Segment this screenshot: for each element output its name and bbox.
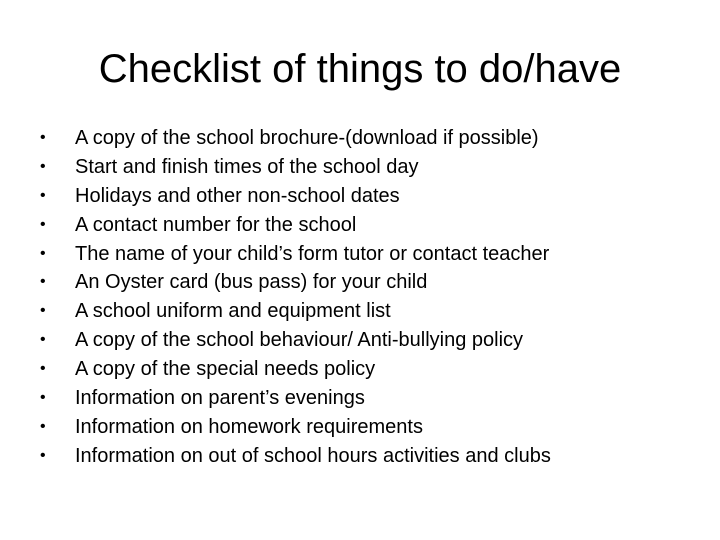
- bullet-dot-icon: •: [40, 129, 46, 146]
- checklist-item-text: A school uniform and equipment list: [75, 300, 391, 323]
- bullet-dot-icon: •: [40, 446, 46, 464]
- bullet-dot-icon: •: [40, 186, 46, 204]
- bullet-dot-icon: •: [40, 389, 46, 407]
- bullet-dot-icon: •: [40, 331, 46, 349]
- checklist-item-text: The name of your child’s form tutor or contact teacher: [75, 242, 550, 265]
- checklist-item-text: Information on homework requirements: [75, 415, 423, 438]
- checklist-item-text: A copy of the special needs policy: [75, 358, 376, 381]
- bullet-dot-icon: •: [40, 215, 46, 233]
- bullet-dot-icon: •: [40, 273, 46, 291]
- checklist-item-text: Information on out of school hours activities and clubs: [75, 444, 551, 467]
- bullet-dot-icon: •: [40, 417, 46, 435]
- slide-title: Checklist of things to do/have: [98, 47, 622, 91]
- checklist-item-text: Holidays and other non-school dates: [75, 184, 400, 207]
- bullet-dot-icon: •: [40, 360, 46, 378]
- checklist-item-text: A copy of the school behaviour/ Anti-bullying policy: [75, 329, 524, 352]
- checklist-item-text: Start and finish times of the school day: [75, 155, 419, 178]
- checklist-item-text: A contact number for the school: [75, 213, 357, 236]
- bullet-dot-icon: •: [40, 244, 46, 262]
- checklist-item-text: Information on parent’s evenings: [75, 387, 365, 410]
- bullet-dot-icon: •: [40, 302, 46, 320]
- checklist-item-text: An Oyster card (bus pass) for your child: [75, 271, 428, 294]
- bullet-dot-icon: •: [40, 157, 46, 175]
- checklist-item-text: A copy of the school brochure-(download if possible): [75, 127, 539, 149]
